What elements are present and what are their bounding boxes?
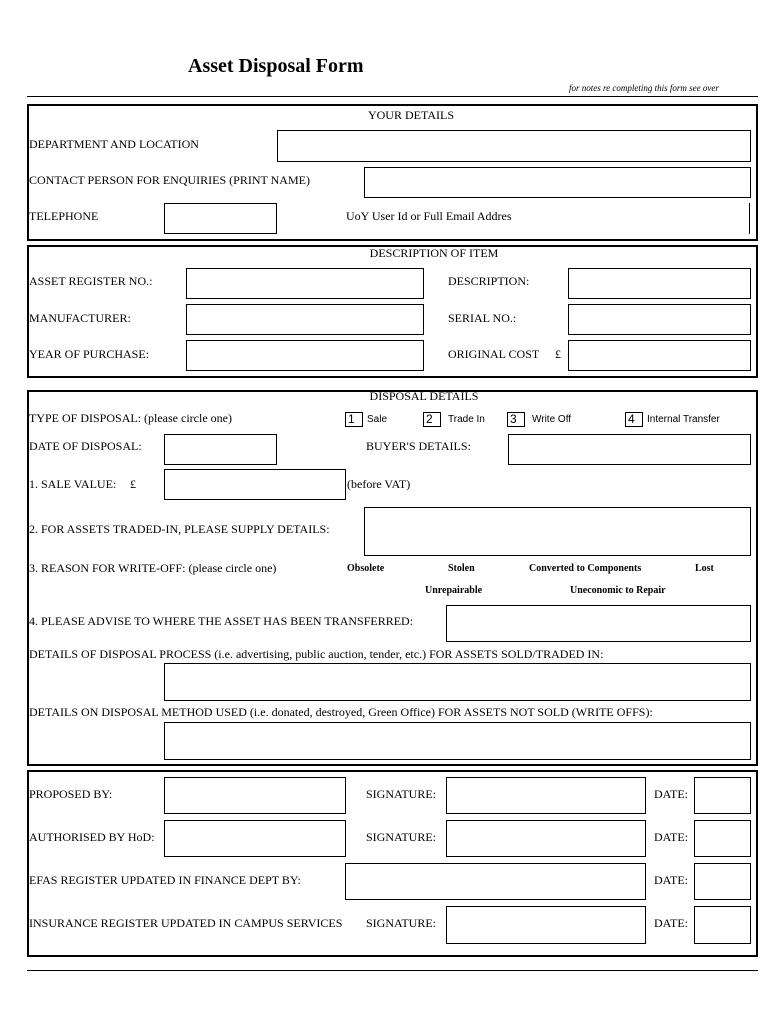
authorised-date-field[interactable]	[694, 820, 751, 857]
serial-label: SERIAL NO.:	[448, 311, 517, 325]
disposal-method-field[interactable]	[164, 722, 751, 760]
description-field[interactable]	[568, 268, 751, 299]
sale-value-field[interactable]	[164, 469, 346, 500]
write-off-reason-label: 3. REASON FOR WRITE-OFF: (please circle one)	[29, 561, 277, 575]
disposal-process-label: DETAILS OF DISPOSAL PROCESS (i.e. advertising, public auction, tender, etc.) FOR ASSETS SOLD/TRADED IN:	[29, 647, 604, 661]
manufacturer-label: MANUFACTURER:	[29, 311, 131, 325]
original-cost-currency: £	[555, 347, 561, 361]
proposed-by-field[interactable]	[164, 777, 346, 814]
reason-lost[interactable]: Lost	[695, 563, 714, 574]
authorised-date-label: DATE:	[654, 830, 688, 844]
traded-in-field[interactable]	[364, 507, 751, 556]
bottom-rule	[27, 970, 758, 971]
year-label: YEAR OF PURCHASE:	[29, 347, 150, 361]
efas-date-label: DATE:	[654, 873, 688, 887]
description-label: DESCRIPTION:	[448, 274, 530, 288]
sale-value-currency: £	[130, 477, 136, 491]
department-field[interactable]	[277, 130, 751, 162]
efas-date-field[interactable]	[694, 863, 751, 900]
proposed-by-label: PROPOSED BY:	[29, 787, 113, 801]
buyer-details-field[interactable]	[508, 434, 751, 465]
year-field[interactable]	[186, 340, 424, 371]
buyer-details-label: BUYER'S DETAILS:	[366, 439, 471, 453]
type-of-disposal-label: TYPE OF DISPOSAL: (please circle one)	[29, 411, 232, 425]
authorised-signature-field[interactable]	[446, 820, 646, 857]
contact-field[interactable]	[364, 167, 751, 198]
serial-field[interactable]	[568, 304, 751, 335]
manufacturer-field[interactable]	[186, 304, 424, 335]
reason-obsolete[interactable]: Obsolete	[347, 563, 385, 574]
option-2-label[interactable]: Trade In	[448, 414, 485, 425]
contact-label: CONTACT PERSON FOR ENQUIRIES (PRINT NAME)	[29, 173, 310, 187]
user-id-label: UoY User Id or Full Email Addres	[346, 209, 512, 223]
efas-field[interactable]	[345, 863, 646, 900]
authorised-signature-label: SIGNATURE:	[366, 830, 437, 844]
proposed-date-field[interactable]	[694, 777, 751, 814]
top-rule	[27, 96, 758, 97]
telephone-field[interactable]	[164, 203, 277, 234]
traded-in-label: 2. FOR ASSETS TRADED-IN, PLEASE SUPPLY DETAILS:	[29, 522, 330, 536]
item-header: DESCRIPTION OF ITEM	[369, 246, 499, 260]
insurance-signature-field[interactable]	[446, 906, 646, 944]
reason-stolen[interactable]: Stolen	[448, 563, 475, 574]
date-of-disposal-field[interactable]	[164, 434, 277, 465]
efas-label: EFAS REGISTER UPDATED IN FINANCE DEPT BY:	[29, 873, 301, 887]
transfer-field[interactable]	[446, 605, 751, 642]
page-title: Asset Disposal Form	[188, 55, 364, 77]
original-cost-field[interactable]	[568, 340, 751, 371]
telephone-label: TELEPHONE	[29, 209, 99, 223]
insurance-date-field[interactable]	[694, 906, 751, 944]
insurance-label: INSURANCE REGISTER UPDATED IN CAMPUS SERVICES	[29, 916, 343, 930]
option-2-number[interactable]: 2	[423, 412, 441, 427]
original-cost-label: ORIGINAL COST	[448, 347, 540, 361]
department-label: DEPARTMENT AND LOCATION	[29, 137, 199, 151]
option-4-label[interactable]: Internal Transfer	[647, 414, 720, 425]
proposed-date-label: DATE:	[654, 787, 688, 801]
option-1-label[interactable]: Sale	[367, 414, 388, 425]
option-4-number[interactable]: 4	[625, 412, 643, 427]
disposal-process-field[interactable]	[164, 663, 751, 701]
transfer-label: 4. PLEASE ADVISE TO WHERE THE ASSET HAS BEEN TRANSFERRED:	[29, 614, 414, 628]
form-note: for notes re completing this form see over	[569, 83, 719, 93]
proposed-signature-field[interactable]	[446, 777, 646, 814]
sale-value-label: 1. SALE VALUE:	[29, 477, 117, 491]
option-3-number[interactable]: 3	[507, 412, 525, 427]
authorised-by-label: AUTHORISED BY HoD:	[29, 830, 155, 844]
reason-converted[interactable]: Converted to Components	[529, 563, 642, 574]
option-3-label[interactable]: Write Off	[532, 414, 572, 425]
option-1-number[interactable]: 1	[345, 412, 363, 427]
authorised-by-field[interactable]	[164, 820, 346, 857]
reason-unrepairable[interactable]: Unrepairable	[425, 585, 483, 596]
insurance-signature-label: SIGNATURE:	[366, 916, 437, 930]
user-id-field-edge[interactable]	[749, 203, 750, 234]
reason-uneconomic[interactable]: Uneconomic to Repair	[570, 585, 666, 596]
asset-register-field[interactable]	[186, 268, 424, 299]
disposal-method-label: DETAILS ON DISPOSAL METHOD USED (i.e. donated, destroyed, Green Office) FOR ASSETS NOT SOLD (WRITE OFFS):	[29, 705, 653, 719]
disposal-header: DISPOSAL DETAILS	[369, 389, 479, 403]
proposed-signature-label: SIGNATURE:	[366, 787, 437, 801]
before-vat-note: (before VAT)	[347, 477, 411, 491]
insurance-date-label: DATE:	[654, 916, 688, 930]
date-of-disposal-label: DATE OF DISPOSAL:	[29, 439, 142, 453]
asset-register-label: ASSET REGISTER NO.:	[29, 274, 153, 288]
your-details-header: YOUR DETAILS	[367, 108, 455, 122]
